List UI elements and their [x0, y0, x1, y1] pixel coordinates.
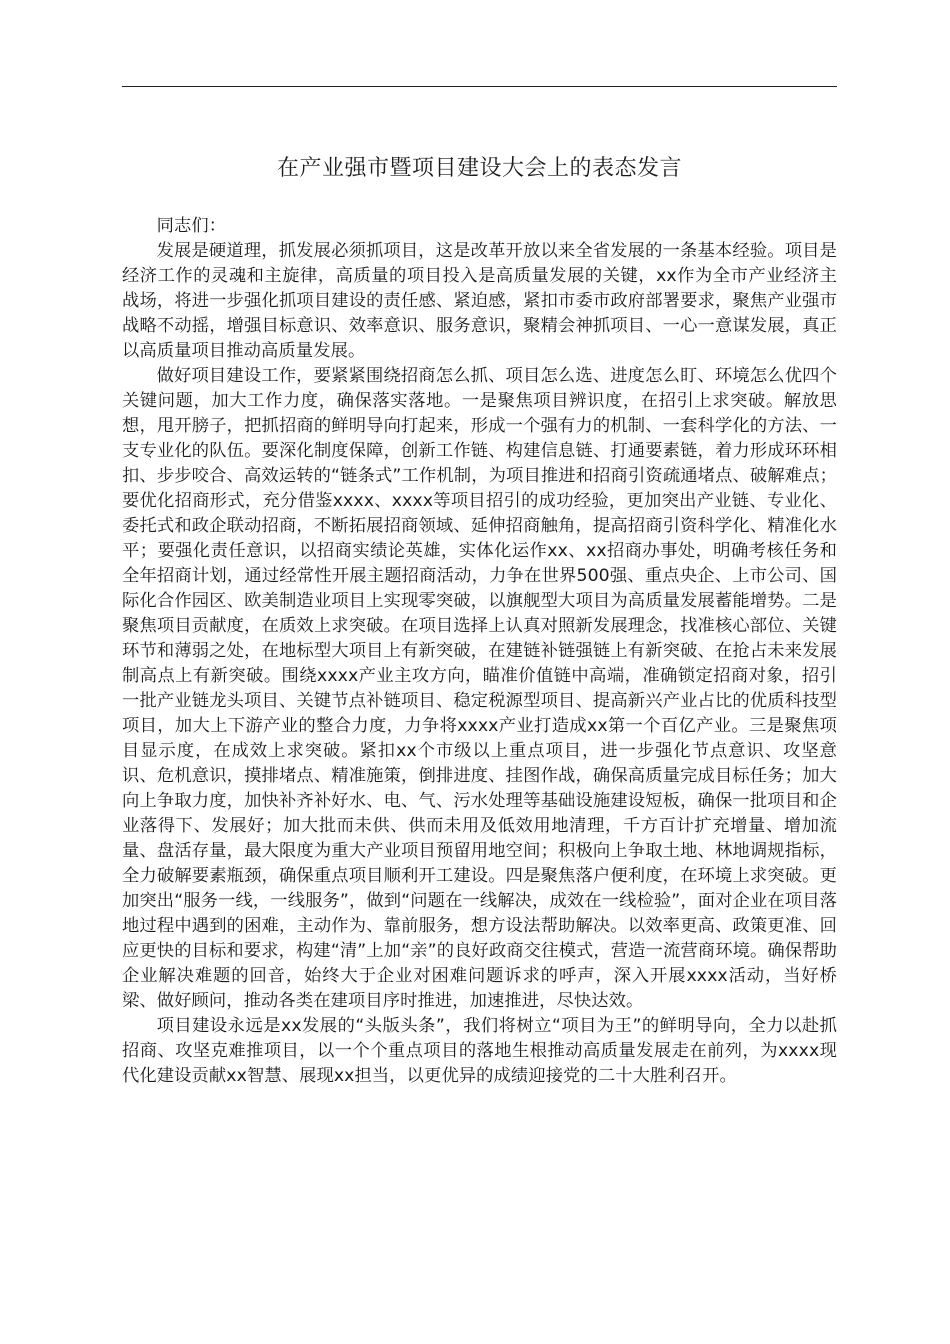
document-body	[122, 214, 837, 1089]
salutation: 同志们：	[156, 216, 227, 236]
paragraph-2: 做好项目建设工作，要紧紧围绕招商怎么抓、项目怎么选、进度怎么盯、环境怎么优四个关键问题，加大工作力度，确保落实落地。一是聚焦项目辨识度，在招引上求突破。解放思想，甩开膀子，把抓招商的鲜明导向打起来，形成一个强有力的机制、一套科学化的方法、一支专业化的队伍。要深化制度保障，创新工作链、构建信息链、打通要素链，着力形成环环相扣、步步咬合、高效运转的“链条式”工作机制，为项目推进和招商引资疏通堵点、破解难点；要优化招商形式，充分借鉴xxxx、xxxx等项目招引的成功经验，更加突出产业链、专业化、委托式和政企联动招商，不断拓展招商领域、延伸招商触角，提高招商引资科学化、精准化水平；要强化责任意识，以招商实绩论英雄，实体化运作xx、xx招商办事处，明确考核任务和全年招商计划，通过经常性开展主题招商活动，力争在世界500强、重点央企、上市公司、国际化合作园区、欧美制造业项目上实现零突破，以旗舰型大项目为高质量发展蓄能增势。二是聚焦项目贡献度，在质效上求突破。在项目选择上认真对照新发展理念，找准核心部位、关键环节和薄弱之处，在地标型大项目上有新突破，在建链补链强链上有新突破、在抢占未来发展制高点上有新突破。围绕xxxx产业主攻方向，瞄准价值链中高端，准确锁定招商对象，招引一批产业链龙头项目、关键节点补链项目、稳定税源型项目、提高新兴产业占比的优质科技型项目，加大上下游产业的整合力度，力争将xxxx产业打造成xx第一个百亿产业。三是聚焦项目显示度，在成效上求突破。紧扣xx个市级以上重点项目，进一步强化节点意识、攻坚意识、危机意识，摸排堵点、精准施策，倒排进度、挂图作战，确保高质量完成目标任务；加大向上争取力度，加快补齐补好水、电、气、污水处理等基础设施建设短板，确保一批项目和企业落得下、发展好；加大批而未供、供而未用及低效用地清理，千方百计扩充增量、增加流量、盘活存量，最大限度为重大产业项目预留用地空间；积极向上争取土地、林地调规指标，全力破解要素瓶颈，确保重点项目顺利开工建设。四是聚焦落户便利度，在环境上求突破。更加突出“服务一线，一线服务”，做到“问题在一线解决，成效在一线检验”，面对企业在项目落地过程中遇到的困难，主动作为、靠前服务，想方设法帮助解决。以效率更高、政策更准、回应更快的目标和要求，构建“清”上加“亲”的良好政商交往模式，营造一流营商环境。确保帮助企业解决难题的回音，始终大于企业对困难问题诉求的呼声，深入开展xxxx活动，当好桥梁、做好顾问，推动各类在建项目序时推进，加速推进，尽快达效。	[122, 366, 837, 1011]
paragraph-1: 发展是硬道理，抓发展必须抓项目，这是改革开放以来全省发展的一条基本经验。项目是经济工作的灵魂和主旋律，高质量的项目投入是高质量发展的关键，xx作为全市产业经济主战场，将进一步强化抓项目建设的责任感、紧迫感，紧扣市委市政府部署要求，聚焦产业强市战略不动摇，增强目标意识、效率意识、服务意识，聚精会神抓项目、一心一意谋发展，真正以高质量项目推动高质量发展。	[122, 241, 837, 361]
document-title: 在产业强市暨项目建设大会上的表态发言	[276, 156, 682, 181]
header-rule	[122, 86, 837, 87]
paragraph-3: 项目建设永远是xx发展的“头版头条”，我们将树立“项目为王”的鲜明导向，全力以赴抓招商、攻坚克难推项目，以一个个重点项目的落地生根推动高质量发展走在前列，为xxxx现代化建设贡献xx智慧、展现xx担当，以更优异的成绩迎接党的二十大胜利召开。	[122, 1016, 837, 1086]
